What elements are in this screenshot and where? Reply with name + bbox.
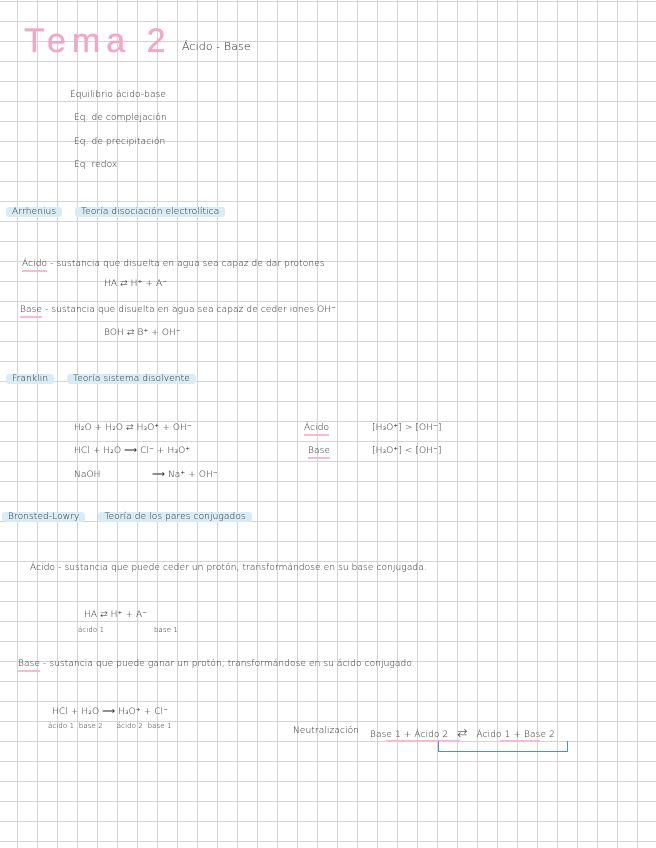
bronsted-base-line bbox=[18, 659, 415, 669]
page-title: Tema 2 bbox=[24, 22, 172, 60]
acid-label: Ácido bbox=[22, 259, 47, 272]
franklin-acid-label bbox=[304, 423, 329, 433]
author-franklin: Franklin bbox=[6, 374, 54, 384]
page-subtitle: Ácido - Base bbox=[182, 40, 251, 53]
base-label: Base bbox=[308, 446, 330, 459]
theory-franklin: Teoría sistema disolvente bbox=[67, 374, 196, 384]
neutralization-equation bbox=[370, 726, 555, 740]
topic-item: Eq. de precipitación bbox=[74, 137, 166, 147]
author-arrhenius: Arrhenius bbox=[6, 207, 62, 217]
base-definition: - sustancia que puede ganar un protón, transformándose en su ácido conjugado. bbox=[43, 659, 415, 669]
neutral-acid2: Ácido 2 bbox=[414, 730, 449, 740]
bronsted-example-equation: HCl + H₂O ⟶ H₃O⁺ + Cl⁻ bbox=[52, 707, 169, 717]
bronsted-acid-sub-1: ácido 1 bbox=[78, 626, 105, 634]
topic-item: Equilibrio ácido-base bbox=[70, 90, 167, 100]
neutral-plus-1: + bbox=[403, 730, 412, 740]
bronsted-acid-sub-2: base 1 bbox=[154, 626, 178, 634]
neutral-base1: Base 1 bbox=[370, 730, 401, 740]
arrhenius-base-equation: BOH ⇆ B⁺ + OH⁻ bbox=[104, 328, 181, 338]
neutral-base2: Base 2 bbox=[524, 730, 555, 740]
arrhenius-acid-equation: HA ⇆ H⁺ + A⁻ bbox=[104, 279, 168, 289]
base-label: Base bbox=[18, 659, 40, 672]
author-bronsted: Bronsted-Lowry bbox=[2, 512, 85, 522]
franklin-eq-1: H₂O + H₂O ⇆ H₃O⁺ + OH⁻ bbox=[74, 423, 192, 433]
section-heading-bronsted bbox=[2, 512, 252, 522]
section-heading-arrhenius bbox=[6, 207, 225, 217]
acid-definition: - sustancia que disuelta en agua sea capaz de dar protones bbox=[50, 259, 325, 269]
franklin-eq-2: HCl + H₂O ⟶ Cl⁻ + H₃O⁺ bbox=[74, 446, 191, 456]
section-heading-franklin bbox=[6, 374, 196, 384]
topic-item: Eq. redox bbox=[74, 160, 118, 170]
bronsted-acid-line bbox=[30, 563, 427, 573]
neutral-plus-2: + bbox=[513, 730, 522, 740]
topic-item: Eq. de complejación bbox=[74, 113, 167, 123]
bronsted-acid-equation: HA ⇆ H⁺ + A⁻ bbox=[84, 610, 148, 620]
arrhenius-acid-line bbox=[22, 259, 325, 269]
neutral-arrow: ⇆ bbox=[457, 726, 468, 740]
franklin-eq-3-right: ⟶ Na⁺ + OH⁻ bbox=[152, 470, 218, 480]
base-definition: - sustancia que disuelta en agua sea capaz de ceder iones OH⁻ bbox=[45, 305, 337, 315]
franklin-acid-condition: [H₃O⁺] > [OH⁻] bbox=[372, 423, 442, 433]
franklin-eq-3-left: NaOH bbox=[74, 470, 101, 480]
theory-bronsted: Teoría de los pares conjugados bbox=[98, 512, 251, 522]
acid-label: Ácido bbox=[30, 563, 56, 573]
conjugate-pair-bracket bbox=[438, 741, 568, 752]
theory-arrhenius: Teoría disociación electrolítica bbox=[75, 207, 225, 217]
bronsted-example-sub: ácido 1 base 2 ácido 2 base 1 bbox=[48, 722, 172, 730]
base-label: Base bbox=[20, 305, 42, 318]
franklin-base-label bbox=[308, 446, 330, 456]
acid-label: Ácido bbox=[304, 423, 329, 436]
acid-definition: - sustancia que puede ceder un protón, transformándose en su base conjugada. bbox=[58, 563, 427, 573]
neutralization-label: Neutralización bbox=[293, 726, 360, 736]
franklin-base-condition: [H₃O⁺] < [OH⁻] bbox=[372, 446, 442, 456]
arrhenius-base-line bbox=[20, 305, 336, 315]
neutral-acid1: Ácido 1 bbox=[476, 730, 511, 740]
